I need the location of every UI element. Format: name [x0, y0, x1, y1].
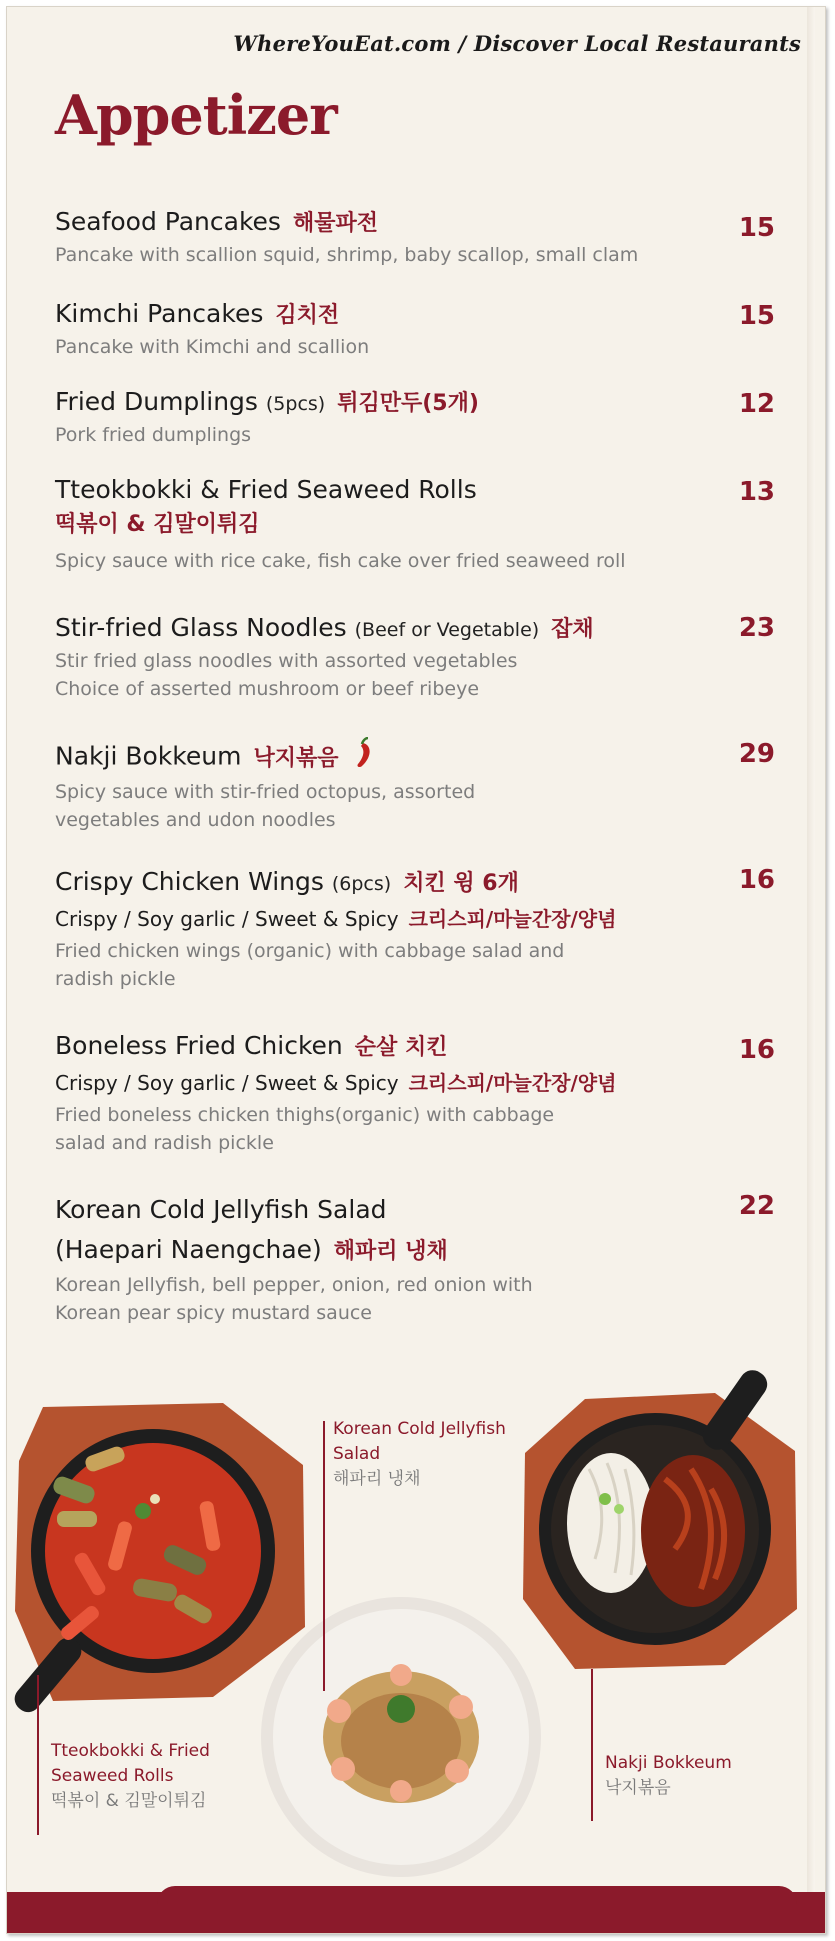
menu-item-nakji-bokkeum [55, 737, 775, 834]
item-description-line1: Fried boneless chicken thighs(organic) with cabbage [55, 1104, 555, 1126]
caption-en-line1: Korean Cold Jellyfish [333, 1419, 506, 1439]
item-description-line2: Choice of asserted mushroom or beef ribeye [55, 678, 480, 700]
caption-tteokbokki [51, 1739, 210, 1814]
item-price: 12 [738, 389, 775, 419]
caption-divider-tteokbokki [37, 1675, 39, 1835]
footer-band-notch [157, 1886, 797, 1904]
item-korean-name: 해파리 냉채 [333, 1239, 448, 1264]
caption-en-line2: Salad [333, 1444, 381, 1464]
item-description: Pork fried dumplings [55, 424, 252, 446]
item-description-line2: radish pickle [55, 968, 176, 990]
menu-item-chicken-wings [55, 865, 775, 993]
item-options: Crispy / Soy garlic / Sweet & Spicy [55, 1071, 399, 1095]
caption-ko: 낙지볶음 [605, 1778, 671, 1798]
item-options: Crispy / Soy garlic / Sweet & Spicy [55, 907, 399, 931]
caption-en-line1: Nakji Bokkeum [605, 1753, 732, 1773]
jellyfish-salad-photo [251, 1591, 551, 1891]
item-options-korean: 크리스피/마늘간장/양념 [408, 1071, 617, 1095]
item-korean-name: 해물파전 [292, 211, 378, 236]
item-portion: (5pcs) [265, 393, 326, 415]
item-name: Nakji Bokkeum [55, 741, 242, 771]
item-korean-name: 잡채 [551, 617, 594, 642]
menu-item-jellyfish-salad [55, 1193, 775, 1327]
menu-item-kimchi-pancakes [55, 297, 775, 361]
item-description-line2: vegetables and udon noodles [55, 809, 336, 831]
item-price: 13 [738, 477, 775, 507]
menu-item-tteokbokki [55, 473, 775, 575]
item-choice: (Beef or Vegetable) [354, 619, 540, 641]
item-price: 16 [738, 865, 775, 895]
item-price: 16 [738, 1035, 775, 1065]
item-description: Spicy sauce with rice cake, fish cake over fried seaweed roll [55, 550, 626, 572]
item-name: Fried Dumplings [55, 387, 258, 416]
item-price: 22 [738, 1191, 775, 1221]
item-korean-name: 순살 치킨 [354, 1035, 448, 1060]
item-name-romanized: (Haepari Naengchae) [55, 1235, 322, 1264]
menu-item-boneless-chicken [55, 1029, 775, 1157]
item-price: 15 [738, 301, 775, 331]
item-korean-name: 튀김만두(5개) [337, 391, 479, 416]
item-korean-name: 치킨 윙 6개 [403, 871, 519, 896]
menu-page [6, 6, 826, 1934]
menu-item-fried-dumplings [55, 385, 775, 449]
nakji-bokkeum-photo [515, 1359, 815, 1679]
caption-nakji [605, 1751, 732, 1801]
item-options-korean: 크리스피/마늘간장/양념 [408, 907, 617, 931]
item-description: Pancake with scallion squid, shrimp, baby scallop, small clam [55, 244, 639, 266]
item-description-line2: Korean pear spicy mustard sauce [55, 1302, 372, 1324]
caption-jellyfish [333, 1417, 506, 1492]
menu-item-seafood-pancakes [55, 205, 775, 269]
item-price: 29 [738, 739, 775, 769]
caption-divider-jellyfish [323, 1421, 325, 1691]
item-name: Korean Cold Jellyfish Salad [55, 1195, 387, 1224]
caption-en-line2: Seaweed Rolls [51, 1766, 174, 1786]
item-price: 23 [738, 613, 775, 643]
item-korean-name: 김치전 [275, 303, 340, 328]
menu-item-glass-noodles [55, 611, 775, 703]
item-name: Boneless Fried Chicken [55, 1031, 343, 1060]
item-name: Crispy Chicken Wings [55, 867, 324, 896]
item-description-line1: Fried chicken wings (organic) with cabbage salad and [55, 940, 565, 962]
item-name: Kimchi Pancakes [55, 299, 264, 328]
item-description-line1: Korean Jellyfish, bell pepper, onion, red onion with [55, 1274, 533, 1296]
caption-ko: 해파리 냉채 [333, 1469, 421, 1489]
item-name: Seafood Pancakes [55, 207, 281, 236]
caption-en-line1: Tteokbokki & Fried [51, 1741, 210, 1761]
item-description-line1: Spicy sauce with stir-fried octopus, assorted [55, 781, 476, 803]
item-name: Tteokbokki & Fried Seaweed Rolls [55, 475, 477, 504]
item-name: Stir-fried Glass Noodles [55, 613, 347, 642]
item-portion: (6pcs) [331, 873, 392, 895]
item-description-line2: salad and radish pickle [55, 1132, 274, 1154]
item-price: 15 [738, 213, 775, 243]
item-description: Pancake with Kimchi and scallion [55, 336, 370, 358]
item-description-line1: Stir fried glass noodles with assorted vegetables [55, 650, 518, 672]
section-title: Appetizer [55, 83, 337, 147]
item-korean-name: 낙지볶음 [253, 745, 339, 771]
footer-band [7, 1892, 825, 1933]
chili-pepper-icon [350, 737, 376, 778]
site-header[interactable]: WhereYouEat.com / Discover Local Restaurants [233, 31, 801, 56]
caption-ko: 떡볶이 & 김말이튀김 [51, 1791, 207, 1811]
caption-divider-nakji [591, 1669, 593, 1821]
item-korean-name: 떡볶이 & 김말이튀김 [55, 512, 260, 537]
